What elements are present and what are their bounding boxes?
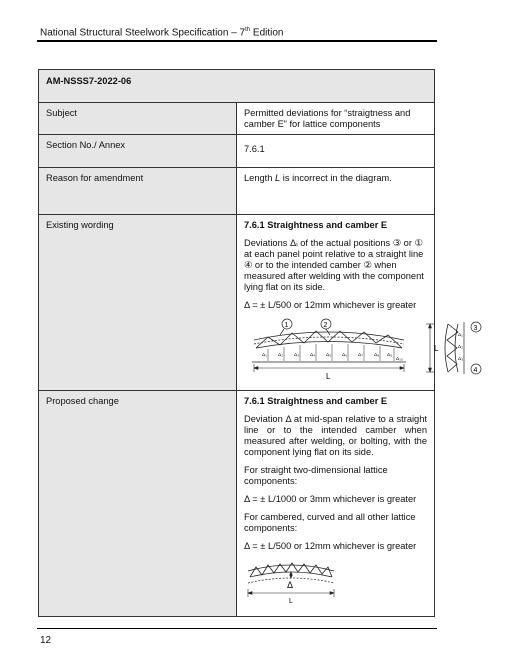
- section-value: 7.6.1: [237, 135, 435, 168]
- reason-value: [237, 168, 435, 215]
- delta-label: Δ₁: [262, 353, 267, 358]
- amendment-title-row: [39, 70, 435, 103]
- header-rule: [37, 40, 437, 42]
- side-delta-label: Δ₂: [458, 345, 464, 350]
- document-header: [40, 27, 283, 38]
- reason-row: [39, 168, 435, 215]
- height-label: L: [434, 344, 439, 353]
- side-delta-label: Δ₁: [458, 333, 463, 338]
- section-row: [39, 135, 435, 168]
- delta-label: Δ₃: [294, 353, 300, 358]
- reason-label: Reason for amendment: [39, 168, 237, 215]
- delta-label: Δ₄: [310, 353, 316, 358]
- header-title: National Structural Steelwork Specification – 7: [40, 27, 246, 39]
- subject-label: Subject: [39, 103, 237, 135]
- subject-row: [39, 103, 435, 135]
- section-label: Section No./ Annex: [39, 135, 237, 168]
- curved-formula: Δ = ± L/500 or 12mm whichever is greater: [244, 541, 417, 551]
- proposed-change: [237, 391, 435, 617]
- proposed-row: [39, 391, 435, 617]
- side-deviation-labels: [458, 332, 463, 362]
- marker-4: 4: [473, 367, 478, 374]
- existing-paragraph: Deviations Δᵢ of the actual positions ③ or ① at each panel point relative to a straight line ④ or to the intended camber ② when measured after welding with the component lying flat on its side.: [244, 238, 424, 292]
- deviation-labels: [262, 352, 403, 362]
- header-superscript: th: [245, 27, 251, 33]
- delta-label: Δ₆: [342, 353, 348, 358]
- marker-2: 2: [323, 322, 328, 329]
- height-dimension: [426, 324, 434, 372]
- marker-1: 1: [284, 322, 289, 329]
- existing-row: [39, 215, 435, 391]
- delta-label: Δ₉: [387, 353, 393, 358]
- existing-deviation-diagram: [244, 318, 524, 383]
- proposed-span-dimension: [248, 589, 334, 597]
- page-number: 12: [40, 635, 52, 646]
- delta-label: Δ₂: [278, 353, 284, 358]
- delta-label: Δ₇: [358, 353, 363, 358]
- straight-intro: For straight two-dimensional lattice components:: [244, 465, 388, 486]
- span-dimension: [254, 364, 404, 372]
- reason-text-post: is incorrect in the diagram.: [280, 173, 392, 183]
- existing-wording: [237, 215, 478, 391]
- side-delta-label: Δ₃: [458, 357, 464, 362]
- footer-rule: [37, 628, 437, 629]
- proposed-heading: 7.6.1 Straightness and camber E: [244, 396, 388, 406]
- subject-value: Permitted deviations for “straigtness and camber E” for lattice components: [237, 103, 435, 135]
- reason-text-var: L: [275, 173, 281, 183]
- span-label: L: [326, 372, 331, 381]
- delta-label: Δ₈: [374, 353, 380, 358]
- amendment-ref: AM-NSSS7-2022-06: [39, 70, 435, 103]
- header-title-end: Edition: [250, 27, 284, 39]
- delta-label: Δ₁₀: [396, 357, 403, 362]
- existing-formula: Δ = ± L/500 or 12mm whichever is greater: [244, 300, 417, 310]
- marker-3: 3: [473, 325, 478, 332]
- proposed-deviation-diagram: [244, 559, 364, 609]
- proposed-span-label: L: [289, 598, 293, 605]
- amendment-table: [38, 69, 478, 617]
- delta-label: Δ₅: [326, 353, 332, 358]
- reason-text-pre: Length: [244, 173, 276, 183]
- curved-intro: For cambered, curved and all other lattice components:: [244, 512, 416, 533]
- proposed-paragraph: Deviation Δ at mid-span relative to a straight line or to the intended camber when measured after welding, or bolting, with the component lying flat on its side.: [244, 414, 427, 457]
- straight-formula: Δ = ± L/1000 or 3mm whichever is greater: [244, 494, 417, 504]
- midspan-delta-label: Δ: [287, 580, 294, 590]
- existing-heading: 7.6.1 Straightness and camber E: [244, 220, 388, 230]
- proposed-label: Proposed change: [39, 391, 237, 617]
- midspan-deviation-arrow: [290, 572, 292, 578]
- existing-label: Existing wording: [39, 215, 237, 391]
